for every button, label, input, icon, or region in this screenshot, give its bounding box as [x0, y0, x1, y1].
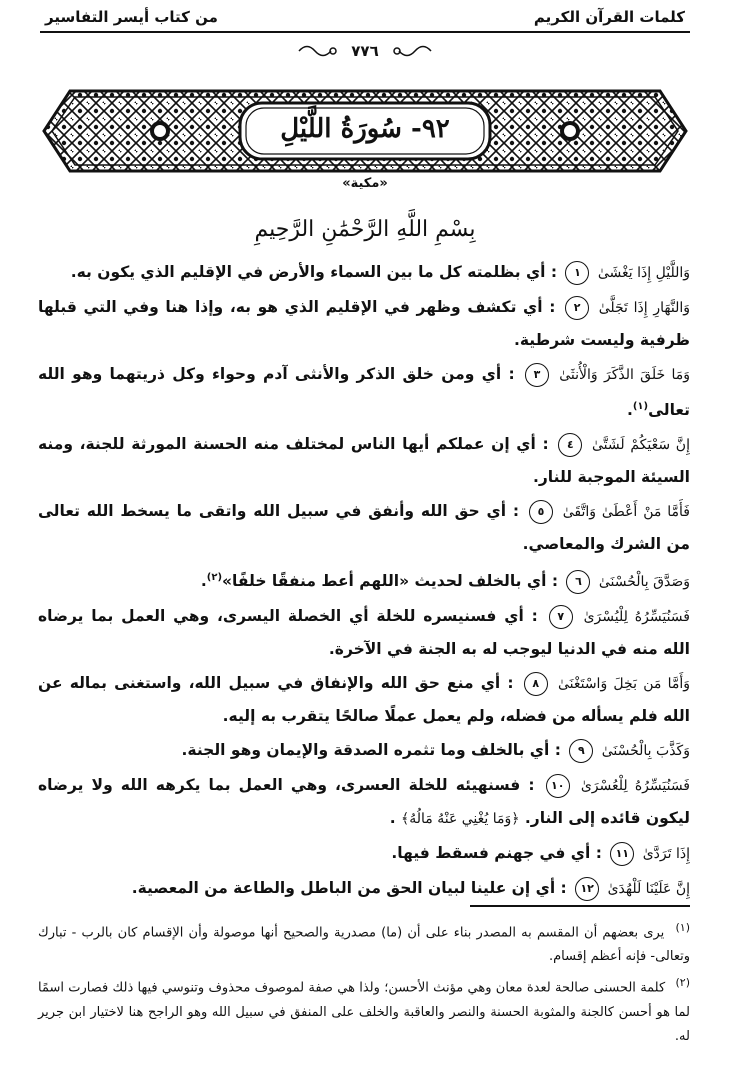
ayah-number: ٤ — [558, 433, 582, 457]
tafsir-entry — [38, 872, 690, 905]
footnotes — [38, 916, 690, 1051]
ayah-explanation: : أي منع حق الله والإنفاق في سبيل الله، واستغنى بماله عن الله فلم يسأله من فضله، ولم يعمل عملًا صالحًا يتقرب به إليه. — [38, 674, 690, 726]
ayah-explanation: : أي ومن خلق الذكر والأنثى آدم وحواء وكل ذريتهما وهو الله تعالى — [38, 365, 690, 420]
entry-tail: . — [626, 401, 633, 420]
ayah-text: فَسَنُيَسِّرُهُ لِلْيُسْرَىٰ — [583, 609, 690, 626]
ayah-number: ٧ — [549, 605, 573, 629]
basmala: بِسْمِ اللَّهِ الرَّحْمَٰنِ الرَّحِيمِ — [254, 217, 476, 242]
footnote-text: كلمة الحسنى صالحة لعدة معان وهي مؤنث الأحسن؛ ولذا هي صفة لموصوف محذوف وتنوسي فيها ذلك فصارت اسمًا لما هو أحسن كالجنة والمثوبة الحسنة والنصر والعاقبة والخلف على المنفق في سبيل الله وهو الراجح هنا لاختيار ابن جرير له. — [38, 980, 690, 1044]
ayah-text: وَكَذَّبَ بِالْحُسْنَىٰ — [601, 743, 690, 760]
tafsir-body — [38, 256, 690, 907]
tafsir-entry — [38, 358, 690, 426]
ayah-explanation: : فسنهيئه للخلة العسرى، وهي العمل بما يكرهه الله ولا يرضاه ليكون قائده إلى النار. — [38, 776, 690, 828]
ayah-text: إِذَا تَرَدَّىٰ — [642, 846, 690, 863]
source-title: من كتاب أيسر التفاسير — [45, 8, 218, 26]
ayah-text: وَمَا خَلَقَ الذَّكَرَ وَالْأُنثَىٰ — [559, 367, 690, 383]
ayah-number: ٢ — [565, 296, 589, 320]
ayah-number: ٨ — [524, 672, 548, 696]
quoted-ayah: ﴿وَمَا يُغْنِي عَنْهُ مَالُهُ﴾ — [401, 811, 520, 828]
surah-title: ٩٢- سُورَةُ اللَّيْلِ — [280, 114, 450, 144]
tafsir-entry — [38, 256, 690, 289]
ayah-number: ٦ — [566, 570, 590, 594]
ayah-number: ١٠ — [546, 774, 570, 798]
footnote — [38, 971, 690, 1048]
footnote-text: يرى بعضهم أن المقسم به المصدر بناء على أن (ما) مصدرية والصحيح أنها موصولة وأن الإقسام كان بالرب - تبارك وتعالى- فإنه أعظم إقسام. — [38, 925, 690, 965]
tafsir-entry — [38, 495, 690, 560]
footnote-number: (٢) — [675, 976, 690, 990]
ayah-explanation: : أي فسنيسره للخلة أي الخصلة اليسرى، وهي العمل بما يرضاه الله منه في الدنيا ليوجب له به الجنة في الآخرة. — [38, 607, 690, 659]
tafsir-entry — [38, 428, 690, 493]
ayah-explanation: : أي بظلمته كل ما بين السماء والأرض في الإقليم الذي يكون به. — [70, 263, 558, 281]
ayah-number: ١١ — [610, 842, 634, 866]
book-title: كلمات القرآن الكريم — [533, 8, 685, 26]
ayah-explanation: : أي حق الله وأنفق في سبيل الله واتقى ما يسخط الله تعالى من الشرك والمعاصي. — [38, 502, 690, 554]
tafsir-entry — [38, 837, 690, 870]
tafsir-entry — [38, 734, 690, 767]
entry-tail: . — [200, 572, 207, 591]
footnote-reference[interactable]: (١) — [632, 401, 649, 412]
entry-tail: . — [389, 809, 396, 828]
tafsir-entry — [38, 769, 690, 835]
tafsir-entry — [38, 291, 690, 356]
ayah-explanation: : أي إن عملكم أيها الناس لمختلف منه الحسنة المورثة للجنة، ومنه السيئة الموجبة للنار. — [38, 435, 690, 487]
ayah-text: إِنَّ عَلَيْنَا لَلْهُدَىٰ — [607, 881, 690, 898]
ayah-explanation: : أي بالخلف لحديث «اللهم أعط منفقًا خلفًا» — [222, 572, 559, 591]
ayah-text: إِنَّ سَعْيَكُمْ لَشَتَّىٰ — [591, 437, 690, 454]
ayah-text: وَأَمَّا مَن بَخِلَ وَاسْتَغْنَىٰ — [557, 676, 690, 693]
ayah-text: وَصَدَّقَ بِالْحُسْنَىٰ — [598, 574, 690, 591]
ayah-text: وَاللَّيْلِ إِذَا يَغْشَىٰ — [597, 265, 690, 281]
footnote-divider — [470, 905, 690, 907]
page-number: ٧٧٦ — [351, 42, 379, 60]
ayah-number: ٣ — [525, 363, 549, 387]
ayah-number: ٥ — [529, 500, 553, 524]
tafsir-entry — [38, 667, 690, 732]
ayah-explanation: : أي إن علينا لبيان الحق من الباطل والطاعة من المعصية. — [131, 879, 567, 898]
ayah-number: ٩ — [569, 739, 593, 763]
ayah-explanation: : أي بالخلف وما تثمره الصدقة والإيمان وهو الجنة. — [181, 741, 561, 760]
page-number-ornament — [295, 40, 435, 62]
ayah-explanation: : أي في جهنم فسقط فيها. — [391, 844, 602, 863]
revelation-type: «مكية» — [342, 176, 388, 191]
footnote — [38, 916, 690, 969]
footnote-number: (١) — [675, 921, 690, 934]
ayah-number: ١٢ — [575, 877, 599, 901]
tafsir-entry — [38, 562, 690, 598]
ayah-text: وَالنَّهَارِ إِذَا تَجَلَّىٰ — [598, 300, 690, 316]
footnote-reference[interactable]: (٢) — [206, 572, 223, 584]
tafsir-entry — [38, 600, 690, 665]
ayah-number: ١ — [565, 261, 589, 285]
ayah-text: فَأَمَّا مَنْ أَعْطَىٰ وَاتَّقَىٰ — [562, 504, 690, 521]
header-divider — [40, 31, 690, 33]
ayah-text: فَسَنُيَسِّرُهُ لِلْعُسْرَىٰ — [580, 778, 691, 795]
ayah-explanation: : أي تكشف وظهر في الإقليم الذي هو به، وإذا هنا وفي التي قبلها ظرفية وليست شرطية. — [38, 298, 690, 349]
